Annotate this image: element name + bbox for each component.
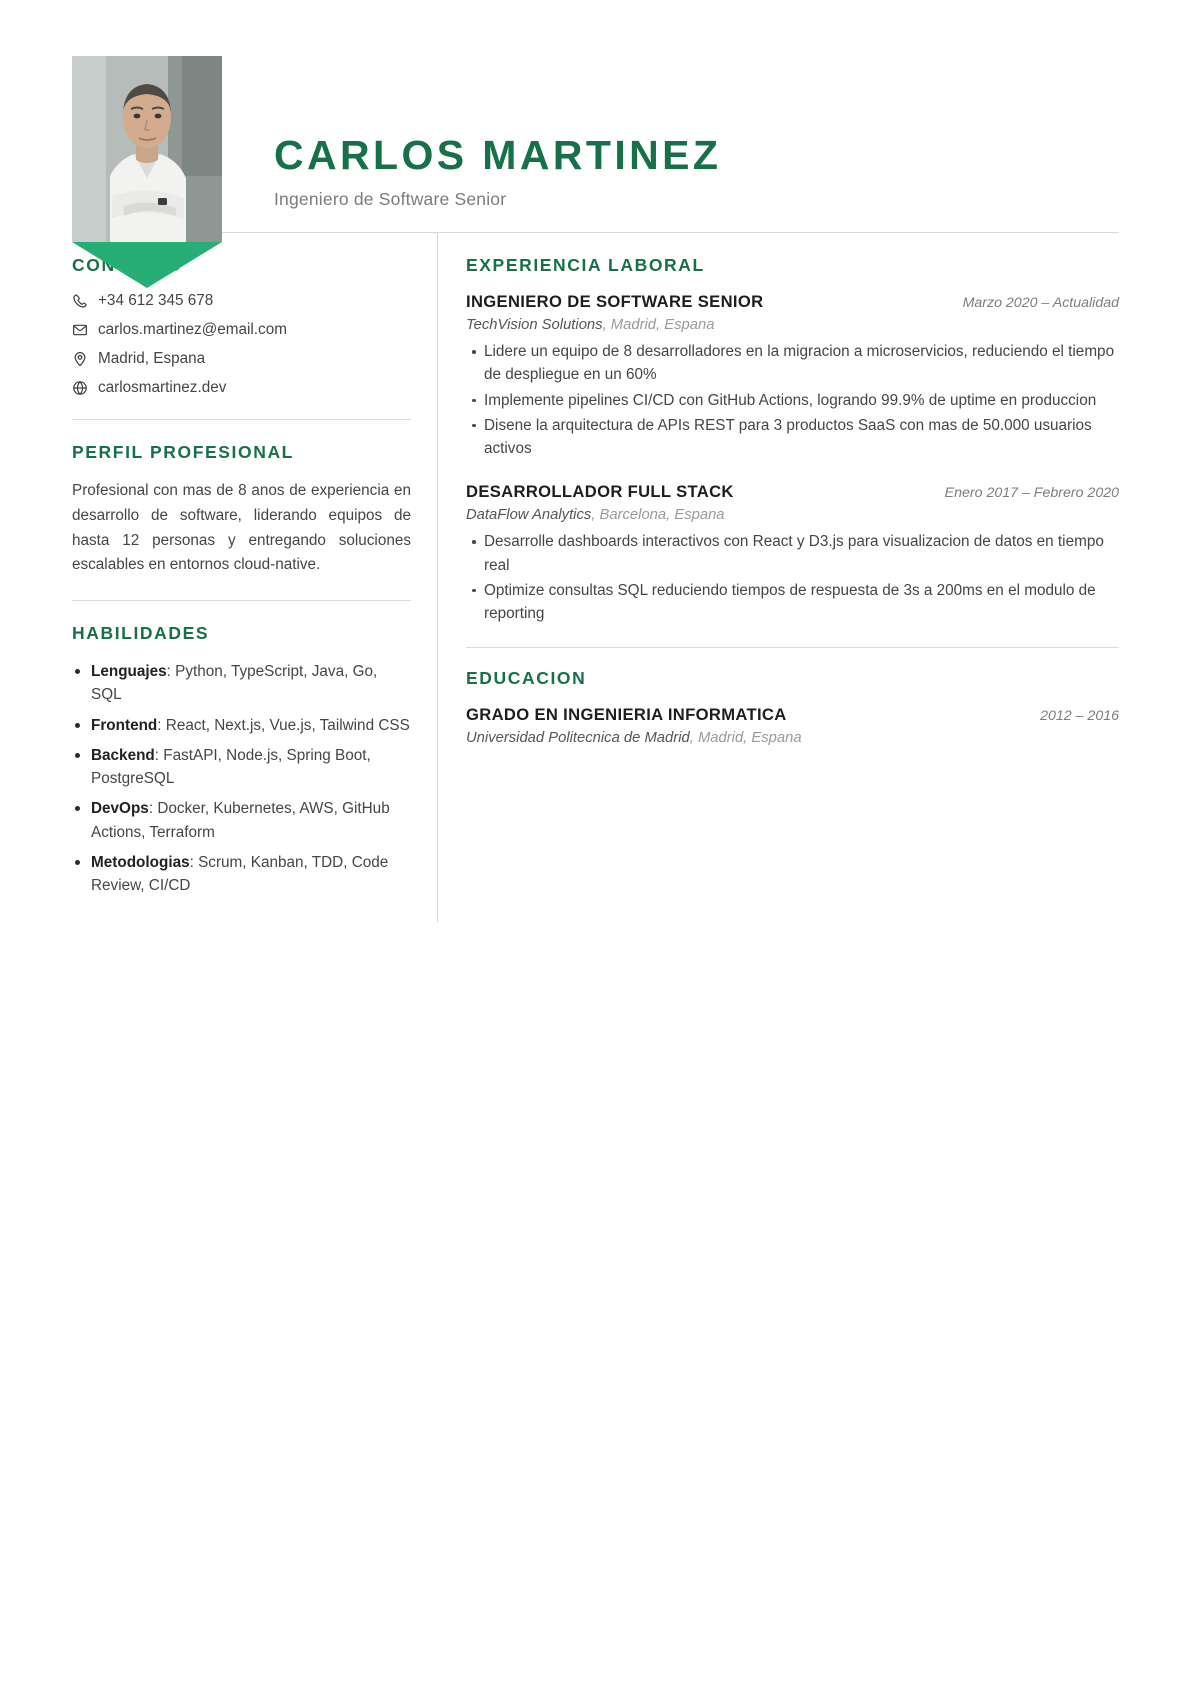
school-location: , Madrid, Espana [689,730,802,747]
skill-separator: : [189,853,199,871]
job-title: DESARROLLADOR FULL STACK [466,482,734,502]
entry-header [466,705,1119,725]
entry-header [466,292,1119,312]
section-experiencia [466,233,1119,648]
company-location: , Barcelona, Espana [591,507,725,524]
header-text-block [222,56,1119,210]
job-title: INGENIERO DE SOFTWARE SENIOR [466,292,764,311]
school-line [466,730,1119,746]
skill-separator: : [166,663,176,681]
contact-item-website[interactable] [72,379,411,397]
job-org-line [466,317,1119,333]
skill-value: React, Next.js, Vue.js, Tailwind CSS [165,716,410,734]
section-title-contacto: CONTACTO [72,255,183,275]
skill-value: Docker, Kubernetes, AWS, GitHub Actions, Terraform [91,800,390,841]
job-org-line [466,507,1119,523]
list-item [72,797,411,844]
skill-separator: : [157,716,166,734]
photo-chevron-accent [72,242,222,288]
section-title-educacion: EDUCACION [466,668,587,689]
globe-icon [72,380,94,396]
job-subtitle: Ingeniero de Software Senior [274,189,507,210]
profile-text: Profesional con mas de 8 anos de experiencia en desarrollo de software, liderando equipos de hasta 12 personas y entregando soluciones escalables en entornos cloud-native. [72,482,411,574]
section-title-experiencia: EXPERIENCIA LABORAL [466,255,705,275]
contact-value-website: carlosmartinez.dev [98,379,227,396]
section-perfil [72,420,411,601]
contact-value-phone: +34 612 345 678 [98,292,214,309]
list-item: Disene la arquitectura de APIs REST para 3 productos SaaS con mas de 50.000 usuarios activos [466,414,1119,461]
list-item [72,660,411,707]
section-title-perfil: PERFIL PROFESIONAL [72,442,294,462]
section-educacion [466,648,1119,746]
sidebar-column [72,233,438,922]
company-name: TechVision Solutions [466,317,603,333]
school-name: Universidad Politecnica de Madrid [466,730,690,747]
company-location: , Madrid, Espana [602,317,715,333]
page-title: CARLOS MARTINEZ [274,132,722,178]
list-item: Optimize consultas SQL reduciendo tiempos de respuesta de 3s a 200ms en el modulo de reporting [466,579,1119,626]
experience-entry [466,482,1119,625]
list-item [72,714,411,737]
education-entry [466,705,1119,746]
job-date: Enero 2017 – Febrero 2020 [944,485,1119,502]
skills-list [72,660,411,897]
skill-category: DevOps [91,800,149,818]
main-column [438,233,1119,922]
contact-value-location: Madrid, Espana [98,350,206,367]
skill-category: Lenguajes [91,663,167,681]
section-habilidades [72,601,411,897]
cv-header [72,0,1119,232]
entry-header [466,482,1119,502]
list-item: Desarrolle dashboards interactivos con React y D3.js para visualizacion de datos en tiempo real [466,530,1119,577]
section-title-habilidades: HABILIDADES [72,623,210,644]
contact-item-email[interactable] [72,321,411,339]
list-item: Implemente pipelines CI/CD con GitHub Actions, logrando 99.9% de uptime en produccion [466,389,1119,412]
degree-title: GRADO EN INGENIERIA INFORMATICA [466,705,787,725]
skill-category: Frontend [91,716,158,734]
skill-separator: : [154,746,164,764]
skill-value: Python, TypeScript, Java, Go, SQL [91,663,378,704]
job-bullets [466,340,1119,460]
job-bullets [466,530,1119,625]
skill-value: FastAPI, Node.js, Spring Boot, PostgreSQL [91,746,371,788]
company-name: DataFlow Analytics [466,507,592,524]
list-item [72,744,411,791]
skill-category: Backend [91,746,155,764]
skill-category: Metodologias [91,853,190,871]
list-item [72,851,411,898]
envelope-icon [72,322,94,338]
contact-item-location[interactable] [72,350,411,368]
phone-icon [72,293,94,309]
skill-separator: : [148,800,158,818]
contact-item-phone[interactable] [72,292,411,310]
experience-entry [466,292,1119,460]
profile-photo [72,56,222,242]
degree-date: 2012 – 2016 [1040,708,1119,725]
photo-block [72,56,222,288]
job-date: Marzo 2020 – Actualidad [962,295,1119,311]
skill-value: Scrum, Kanban, TDD, Code Review, CI/CD [91,853,389,895]
location-pin-icon [72,351,94,367]
contact-value-email: carlos.martinez@email.com [98,321,287,338]
cv-body [72,233,1119,922]
list-item: Lidere un equipo de 8 desarrolladores en la migracion a microservicios, reduciendo el tiempo de despliegue en un 60% [466,340,1119,387]
